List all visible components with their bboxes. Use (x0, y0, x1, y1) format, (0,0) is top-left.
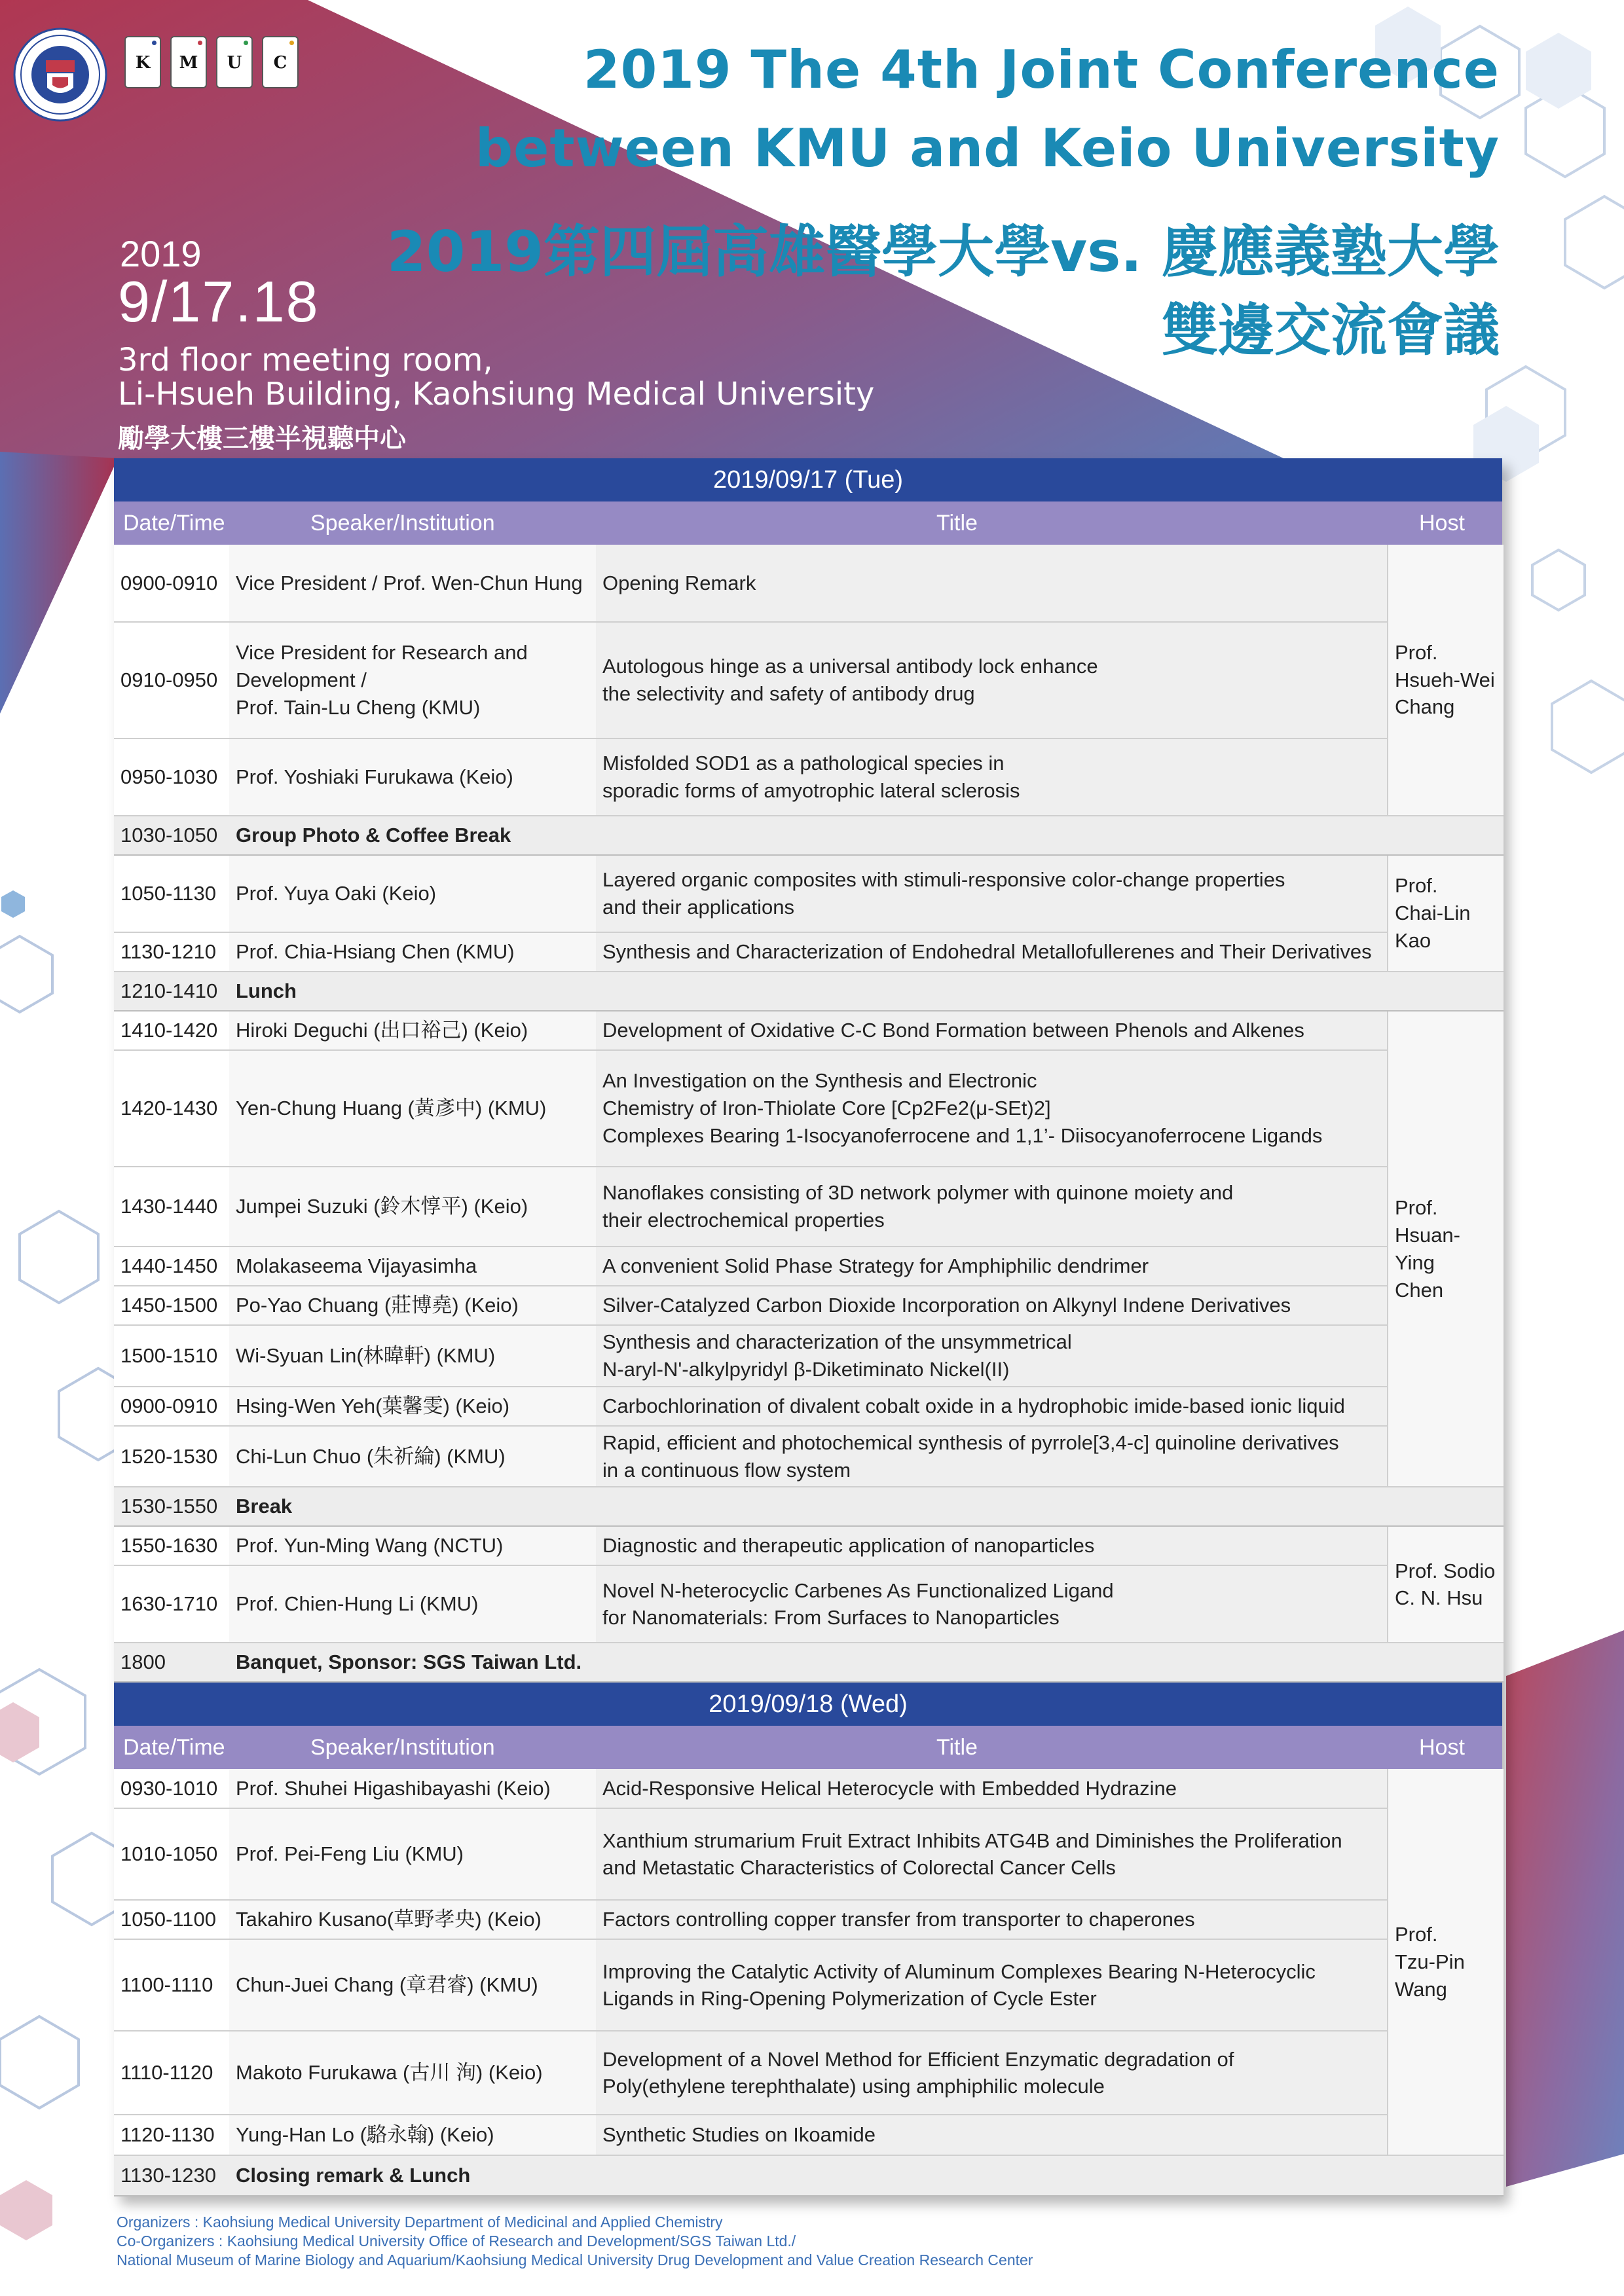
row-time: 1130-1210 (114, 932, 229, 972)
schedule-break-row (114, 816, 1504, 855)
row-time: 1440-1450 (114, 1247, 229, 1286)
row-time: 1110-1120 (114, 2031, 229, 2115)
row-speaker: Yung-Han Lo (駱永翰) (Keio) (229, 2115, 596, 2155)
row-title: Layered organic composites with stimuli-responsive color-change properties and their applications (596, 855, 1388, 932)
row-speaker: Molakaseema Vijayasimha (229, 1247, 596, 1286)
row-title: Factors controlling copper transfer from transporter to chaperones (596, 1900, 1388, 1939)
row-speaker: Prof. Yoshiaki Furukawa (Keio) (229, 738, 596, 816)
organizers-line: Organizers : Kaohsiung Medical University Department of Medicinal and Applied Chemistry (117, 2214, 723, 2231)
schedule-row (114, 1286, 1504, 1325)
col-datetime: Date/Time (123, 511, 225, 536)
row-title: Rapid, efficient and photochemical synthesis of pyrrole[3,4-c] quinoline derivatives in a continuous flow system (596, 1426, 1388, 1487)
schedule-row (114, 1050, 1504, 1167)
row-title: Autologous hinge as a universal antibody lock enhance the selectivity and safety of antibody drug (596, 622, 1388, 738)
schedule-row (114, 1900, 1504, 1939)
col-title: Title (936, 511, 978, 536)
row-time: 1120-1130 (114, 2115, 229, 2155)
row-host: Prof. Chai-Lin Kao (1388, 855, 1504, 972)
col-speaker: Speaker/Institution (310, 511, 495, 536)
schedule-break-row (114, 972, 1504, 1011)
row-title: Novel N-heterocyclic Carbenes As Functionalized Ligand for Nanomaterials: From Surfaces to Nanoparticles (596, 1565, 1388, 1643)
schedule-break-row (114, 1487, 1504, 1526)
row-title: Opening Remark (596, 545, 1388, 622)
day2-rows (114, 1769, 1504, 2196)
schedule-row (114, 1808, 1504, 1900)
row-speaker: Yen-Chung Huang (黃彥中) (KMU) (229, 1050, 596, 1167)
row-title: Xanthium strumarium Fruit Extract Inhibits ATG4B and Diminishes the Proliferation and Metastatic Characteristics of Colorectal Cancer Cells (596, 1808, 1388, 1900)
hexagon-dot-blue (1, 890, 25, 918)
row-break-label: Banquet, Sponsor: SGS Taiwan Ltd. (229, 1643, 1504, 1682)
row-time: 0950-1030 (114, 738, 229, 816)
schedule-break-row (114, 1643, 1504, 1682)
schedule-row (114, 932, 1504, 972)
row-time: 1530-1550 (114, 1487, 229, 1526)
university-seal-logo (13, 27, 108, 126)
row-speaker: Prof. Shuhei Higashibayashi (Keio) (229, 1769, 596, 1808)
schedule-row (114, 1387, 1504, 1426)
row-time: 1520-1530 (114, 1426, 229, 1487)
venue-line2: Li-Hsueh Building, Kaohsiung Medical University (118, 376, 875, 412)
element-tile-m: M (170, 36, 207, 88)
row-title: Development of Oxidative C-C Bond Formation between Phenols and Alkenes (596, 1011, 1388, 1050)
row-speaker: Prof. Chien-Hung Li (KMU) (229, 1565, 596, 1643)
row-break-label: Closing remark & Lunch (229, 2155, 1504, 2196)
row-host: Prof. Hsuan-Ying Chen (1388, 1011, 1504, 1487)
event-date: 9/17.18 (118, 269, 320, 334)
title-english-line1: 2019 The 4th Joint Conference (583, 39, 1500, 100)
schedule-row (114, 2031, 1504, 2115)
left-edge-band (0, 452, 118, 714)
row-time: 0910-0950 (114, 622, 229, 738)
row-time: 0930-1010 (114, 1769, 229, 1808)
row-speaker: Prof. Yuya Oaki (Keio) (229, 855, 596, 932)
row-speaker: Chi-Lun Chuo (朱祈綸) (KMU) (229, 1426, 596, 1487)
venue-chinese: 勵學大樓三樓半視聽中心 (118, 424, 406, 453)
schedule-row (114, 1426, 1504, 1487)
row-title: A convenient Solid Phase Strategy for Amphiphilic dendrimer (596, 1247, 1388, 1286)
row-speaker: Prof. Yun-Ming Wang (NCTU) (229, 1526, 596, 1565)
row-speaker: Vice President for Research and Development / Prof. Tain-Lu Cheng (KMU) (229, 622, 596, 738)
day1-header: 2019/09/17 (Tue) (114, 458, 1502, 501)
schedule-row (114, 1769, 1504, 1808)
kmu-seal-icon (13, 27, 108, 122)
row-time: 1450-1500 (114, 1286, 229, 1325)
venue-line1: 3rd floor meeting room, (118, 342, 493, 378)
schedule-row (114, 855, 1504, 932)
day2-header: 2019/09/18 (Wed) (114, 1683, 1502, 1726)
row-host: Prof. Sodio C. N. Hsu (1388, 1526, 1504, 1643)
schedule-row (114, 1325, 1504, 1387)
row-title: An Investigation on the Synthesis and Electronic Chemistry of Iron-Thiolate Core [Cp2Fe2(μ-SEt)2] Complexes Bearing 1-Isocyanoferrocene and 1,1’- Diisocyanoferrocene Ligands (596, 1050, 1388, 1167)
col-host: Host (1419, 1735, 1465, 1760)
row-title: Nanoflakes consisting of 3D network polymer with quinone moiety and their electrochemical properties (596, 1167, 1388, 1247)
row-host: Prof. Hsueh-Wei Chang (1388, 545, 1504, 816)
organizers-footer (117, 2213, 1033, 2270)
element-tile-k: K (124, 36, 161, 88)
row-host: Prof. Tzu-Pin Wang (1388, 1769, 1504, 2155)
col-speaker: Speaker/Institution (310, 1735, 495, 1760)
row-speaker: Prof. Chia-Hsiang Chen (KMU) (229, 932, 596, 972)
row-time: 1050-1130 (114, 855, 229, 932)
row-speaker: Makoto Furukawa (古川 洵) (Keio) (229, 2031, 596, 2115)
row-title: Diagnostic and therapeutic application of nanoparticles (596, 1526, 1388, 1565)
co-organizers-line-2: National Museum of Marine Biology and Aquarium/Kaohsiung Medical University Drug Development and Value Creation Research Center (117, 2251, 1033, 2269)
row-speaker: Chun-Juei Chang (章君睿) (KMU) (229, 1939, 596, 2031)
schedule-row (114, 1011, 1504, 1050)
row-time: 0900-0910 (114, 545, 229, 622)
row-title: Improving the Catalytic Activity of Aluminum Complexes Bearing N-Heterocyclic Ligands in Ring-Opening Polymerization of Cycle Ester (596, 1939, 1388, 2031)
hexagon-pattern-left-fill (0, 1702, 52, 2240)
row-break-label: Lunch (229, 972, 1504, 1011)
row-time: 1210-1410 (114, 972, 229, 1011)
row-title: Synthesis and Characterization of Endohedral Metallofullerenes and Their Derivatives (596, 932, 1388, 972)
day1-column-header (114, 501, 1502, 545)
row-time: 1550-1630 (114, 1526, 229, 1565)
row-time: 1100-1110 (114, 1939, 229, 2031)
row-speaker: Hsing-Wen Yeh(葉馨雯) (Keio) (229, 1387, 596, 1426)
row-time: 1630-1710 (114, 1565, 229, 1643)
row-time: 1410-1420 (114, 1011, 229, 1050)
schedule-row (114, 1247, 1504, 1286)
row-speaker: Po-Yao Chuang (莊博堯) (Keio) (229, 1286, 596, 1325)
schedule-row (114, 2115, 1504, 2155)
col-datetime: Date/Time (123, 1735, 225, 1760)
row-time: 1050-1100 (114, 1900, 229, 1939)
day1-rows (114, 545, 1504, 1683)
row-title: Carbochlorination of divalent cobalt oxide in a hydrophobic imide-based ionic liquid (596, 1387, 1388, 1426)
row-speaker: Hiroki Deguchi (出口裕己) (Keio) (229, 1011, 596, 1050)
co-organizers-line: Co-Organizers : Kaohsiung Medical University Office of Research and Development/SGS Taiwan Ltd./ (117, 2232, 796, 2250)
col-host: Host (1419, 511, 1465, 536)
event-year: 2019 (120, 233, 202, 274)
row-title: Development of a Novel Method for Efficient Enzymatic degradation of Poly(ethylene terephthalate) using amphiphilic molecule (596, 2031, 1388, 2115)
row-title: Acid-Responsive Helical Heterocycle with Embedded Hydrazine (596, 1769, 1388, 1808)
row-time: 1130-1230 (114, 2155, 229, 2196)
row-time: 0900-0910 (114, 1387, 229, 1426)
schedule-row (114, 1526, 1504, 1565)
row-time: 1420-1430 (114, 1050, 229, 1167)
schedule-row (114, 622, 1504, 738)
title-chinese-line1: 2019第四屆高雄醫學大學vs. 慶應義塾大學 (386, 219, 1500, 285)
schedule-row (114, 1939, 1504, 2031)
element-tiles-logo (124, 36, 299, 88)
title-english-line2: between KMU and Keio University (475, 118, 1500, 179)
row-speaker: Takahiro Kusano(草野孝央) (Keio) (229, 1900, 596, 1939)
row-title: Misfolded SOD1 as a pathological species in sporadic forms of amyotrophic lateral sclerosis (596, 738, 1388, 816)
schedule-row (114, 1167, 1504, 1247)
row-speaker: Wi-Syuan Lin(林暐軒) (KMU) (229, 1325, 596, 1387)
row-speaker: Jumpei Suzuki (鈴木惇平) (Keio) (229, 1167, 596, 1247)
row-time: 1500-1510 (114, 1325, 229, 1387)
schedule-break-row (114, 2155, 1504, 2196)
col-title: Title (936, 1735, 978, 1760)
row-break-label: Break (229, 1487, 1504, 1526)
title-chinese-line2: 雙邊交流會議 (1162, 298, 1500, 363)
element-tile-u: U (216, 36, 253, 88)
row-time: 1030-1050 (114, 816, 229, 855)
row-break-label: Group Photo & Coffee Break (229, 816, 1504, 855)
row-title: Synthetic Studies on Ikoamide (596, 2115, 1388, 2155)
row-speaker: Vice President / Prof. Wen-Chun Hung (229, 545, 596, 622)
bottom-right-band (1506, 1630, 1624, 2187)
row-speaker: Prof. Pei-Feng Liu (KMU) (229, 1808, 596, 1900)
row-time: 1800 (114, 1643, 229, 1682)
schedule-row (114, 738, 1504, 816)
element-tile-c: C (262, 36, 299, 88)
row-time: 1430-1440 (114, 1167, 229, 1247)
schedule-table (114, 458, 1502, 2196)
row-title: Synthesis and characterization of the unsymmetrical N-aryl-N'-alkylpyridyl β-Diketiminato Nickel(II) (596, 1325, 1388, 1387)
day2-column-header (114, 1726, 1502, 1769)
schedule-row (114, 545, 1504, 622)
schedule-row (114, 1565, 1504, 1643)
row-time: 1010-1050 (114, 1808, 229, 1900)
row-title: Silver-Catalyzed Carbon Dioxide Incorporation on Alkynyl Indene Derivatives (596, 1286, 1388, 1325)
